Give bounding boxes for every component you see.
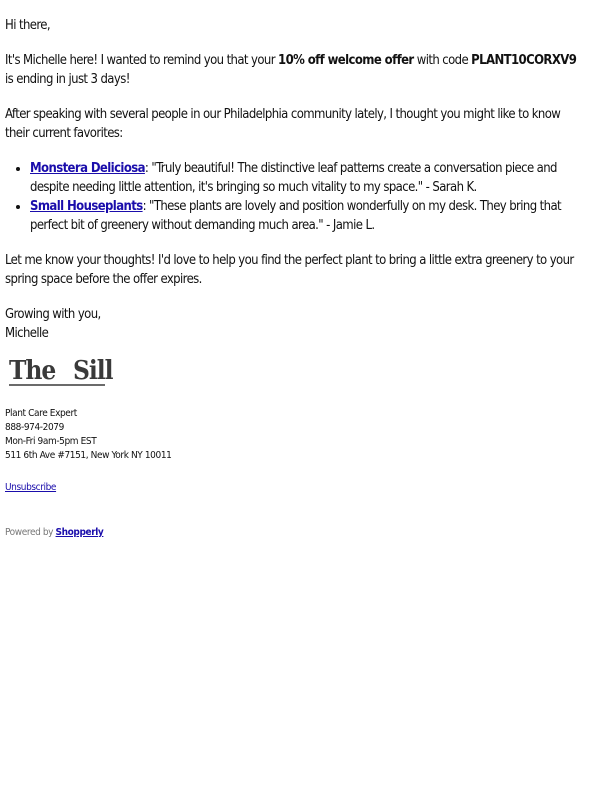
signature-role: Plant Care Expert xyxy=(5,408,77,419)
community-paragraph: After speaking with several people in our Philadelphia community lately, I thought you might like to know their current favorites: xyxy=(5,107,561,141)
intro-text-before: It's Michelle here! I wanted to remind you that your xyxy=(5,53,279,68)
signature-hours: Mon-Fri 9am-5pm EST xyxy=(5,436,97,447)
the-sill-logo-svg xyxy=(7,353,113,389)
monstera-link[interactable]: Monstera Deliciosa xyxy=(30,161,145,176)
powered-by xyxy=(5,526,585,540)
favorites-list xyxy=(5,159,585,235)
intro-paragraph xyxy=(5,51,585,89)
shopperly-link[interactable]: Shopperly xyxy=(55,527,104,538)
review-quote: : "Truly beautiful! The distinctive leaf patterns create a conversation piece and despite needing little attention, it's bringing so much vitality to my space." - Sarah K. xyxy=(30,161,557,195)
intro-text-middle: with code xyxy=(413,53,472,68)
the-sill-logo xyxy=(7,353,113,389)
signature-name: Michelle xyxy=(5,326,49,341)
intro-text-after: is ending in just 3 days! xyxy=(5,72,130,87)
signature-phone: 888-974-2079 xyxy=(5,422,64,433)
signoff: Growing with you, xyxy=(5,307,101,322)
powered-by-label: Powered by xyxy=(5,527,56,538)
unsubscribe-link[interactable]: Unsubscribe xyxy=(5,482,57,493)
signoff-block xyxy=(5,305,585,343)
signature-address: 511 6th Ave #7151, New York NY 10011 xyxy=(5,450,172,461)
offer-text: 10% off welcome offer xyxy=(278,53,414,68)
unsubscribe-row xyxy=(5,481,585,495)
greeting: Hi there, xyxy=(5,18,50,33)
list-item xyxy=(30,159,585,197)
promo-code: PLANT10CORXV9 xyxy=(471,53,577,68)
small-houseplants-link[interactable]: Small Houseplants xyxy=(30,199,143,214)
list-item xyxy=(30,197,585,235)
review-quote: : "These plants are lovely and position wonderfully on my desk. They bring that perfect bit of greenery without demanding much area." - Jamie L. xyxy=(30,199,562,233)
logo-word-the: The xyxy=(9,356,56,386)
closing-paragraph: Let me know your thoughts! I'd love to help you find the perfect plant to bring a little extra greenery to your spring space before the offer expires. xyxy=(5,253,574,287)
logo-word-sill: Sill xyxy=(73,356,113,386)
